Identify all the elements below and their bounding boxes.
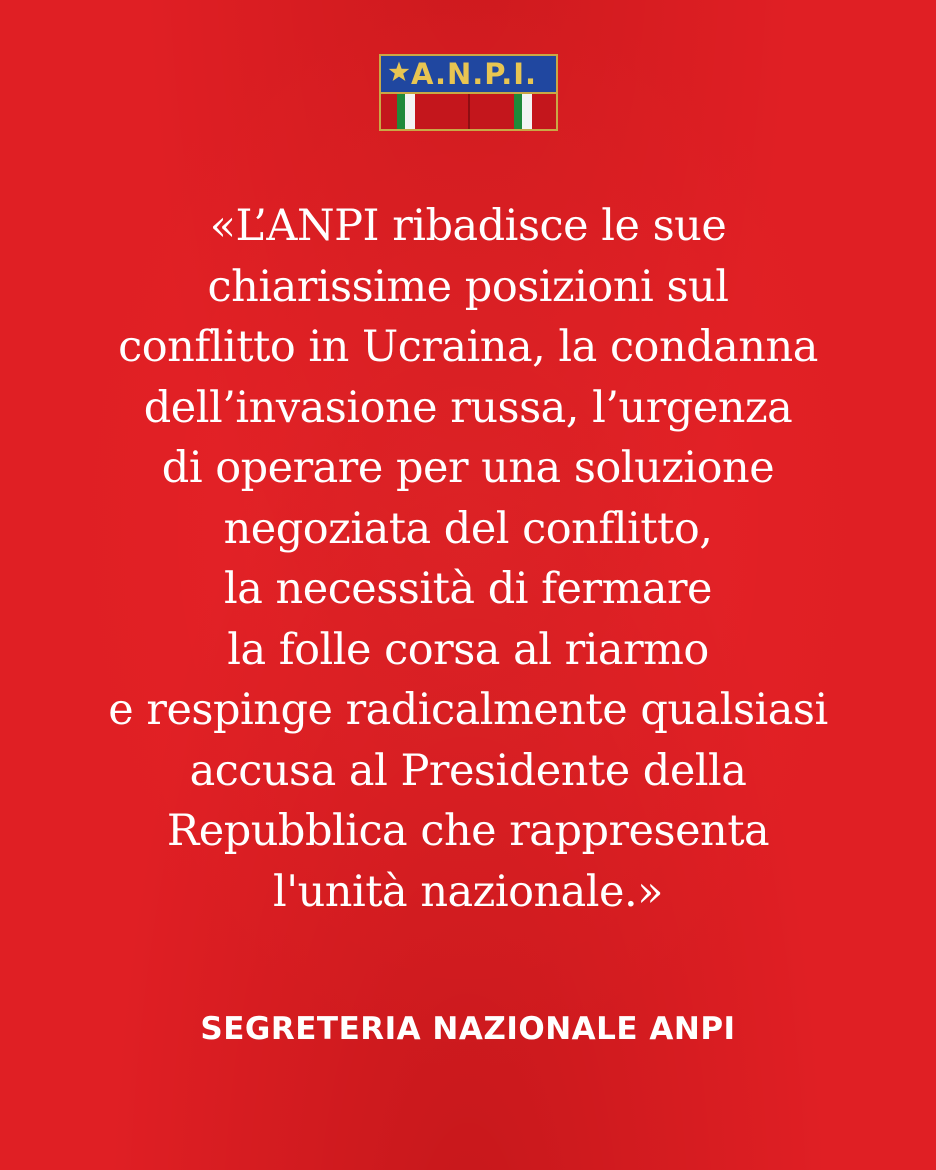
flag-white-stripe	[405, 94, 415, 129]
logo-tricolor-ribbon	[381, 92, 556, 129]
quote-line: negoziata del conflitto,	[223, 503, 713, 554]
quote-line: la necessità di fermare	[224, 564, 712, 614]
flag-red-stripe	[415, 94, 423, 129]
quote-line: «L’ANPI ribadisce le sue	[209, 201, 727, 251]
quote-line: Repubblica che rappresenta	[166, 806, 770, 856]
anpi-logo	[379, 54, 558, 131]
flag-green-stripe	[514, 94, 522, 129]
quote-line: chiarissime posizioni sul	[207, 261, 729, 312]
logo-text: A.N.P.I.	[411, 57, 538, 91]
logo-banner	[381, 56, 556, 92]
star-icon	[387, 60, 411, 84]
quote-line: dell’invasione russa, l’urgenza	[143, 382, 793, 433]
quote-line: la folle corsa al riarmo	[227, 624, 709, 675]
quote-line: conflitto in Ucraina, la condanna	[118, 322, 818, 372]
signature: SEGRETERIA NAZIONALE ANPI	[200, 1011, 736, 1047]
flag-green-stripe	[397, 94, 405, 129]
quote-line: di operare per una soluzione	[161, 443, 775, 493]
flag-red-stripe	[532, 94, 540, 129]
quote-line: l'unità nazionale.»	[273, 866, 663, 917]
quote-line: e respinge radicalmente qualsiasi	[108, 685, 828, 735]
statement-quote	[40, 196, 896, 922]
quote-line: accusa al Presidente della	[189, 745, 747, 796]
flag-white-stripe	[522, 94, 532, 129]
